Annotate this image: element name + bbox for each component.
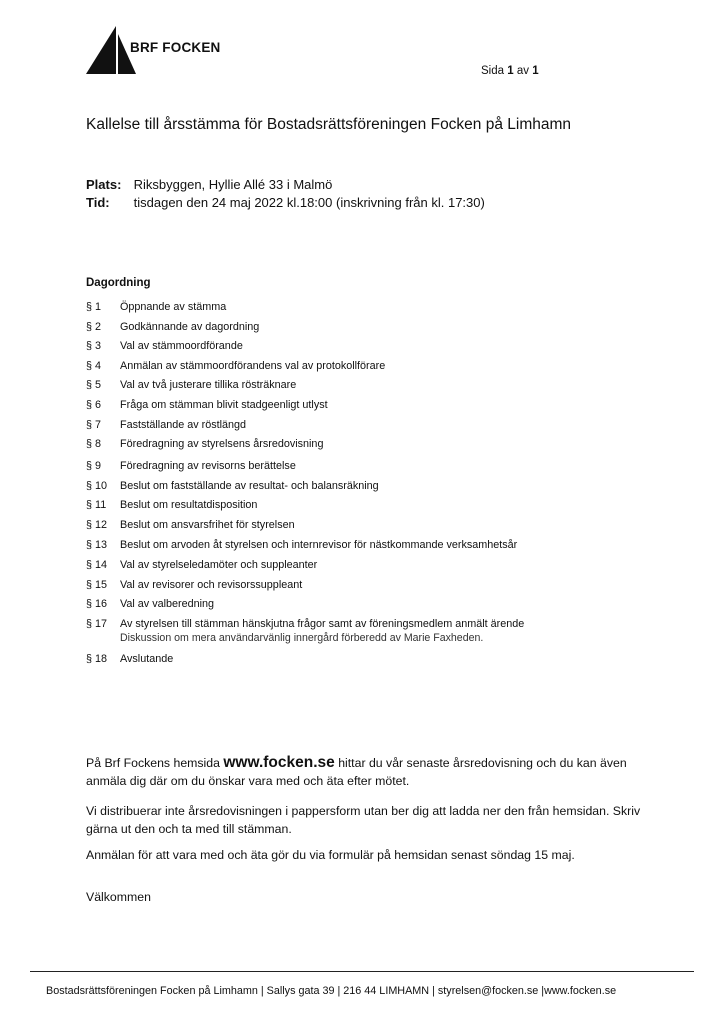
closing-text: Välkommen [86, 890, 151, 904]
website-link[interactable]: www.focken.se [223, 754, 335, 771]
meeting-place [86, 177, 332, 192]
agenda-item-note: Diskussion om mera användarvänlig innergård förberedd av Marie Faxheden. [120, 632, 484, 644]
signup-paragraph: Anmälan för att vara med och äta gör du via formulär på hemsidan senast söndag 15 maj. [86, 848, 575, 862]
agenda-heading: Dagordning [86, 277, 151, 289]
footer-divider [30, 971, 694, 972]
distribution-paragraph: Vi distribuerar inte årsredovisningen i pappersform utan ber dig att ladda ner den från hemsidan. Skriv gärna ut den och ta med till stämman. [86, 804, 641, 836]
meeting-time [86, 195, 485, 210]
time-value: tisdagen den 24 maj 2022 kl.18:00 (inskrivning från kl. 17:30) [133, 195, 485, 210]
logo-text: BRF FOCKEN [130, 40, 221, 55]
document-title: Kallelse till årsstämma för Bostadsrättsföreningen Focken på Limhamn [86, 116, 572, 133]
footer-contact: Bostadsrättsföreningen Focken på Limhamn | Sallys gata 39 | 216 44 LIMHAMN | styrelsen@focken.se |www.focken.se [46, 985, 617, 997]
page-number: Sida 1 av 1 [481, 65, 539, 77]
website-paragraph: På Brf Fockens hemsida www.focken.se hittar du vår senaste årsredovisning och du kan även anmäla dig där om du önskar vara med och äta efter mötet. [86, 754, 627, 788]
place-label: Plats: [86, 177, 122, 192]
time-label: Tid: [86, 195, 110, 210]
place-value: Riksbyggen, Hyllie Allé 33 i Malmö [133, 177, 333, 192]
brf-focken-logo [86, 26, 246, 78]
